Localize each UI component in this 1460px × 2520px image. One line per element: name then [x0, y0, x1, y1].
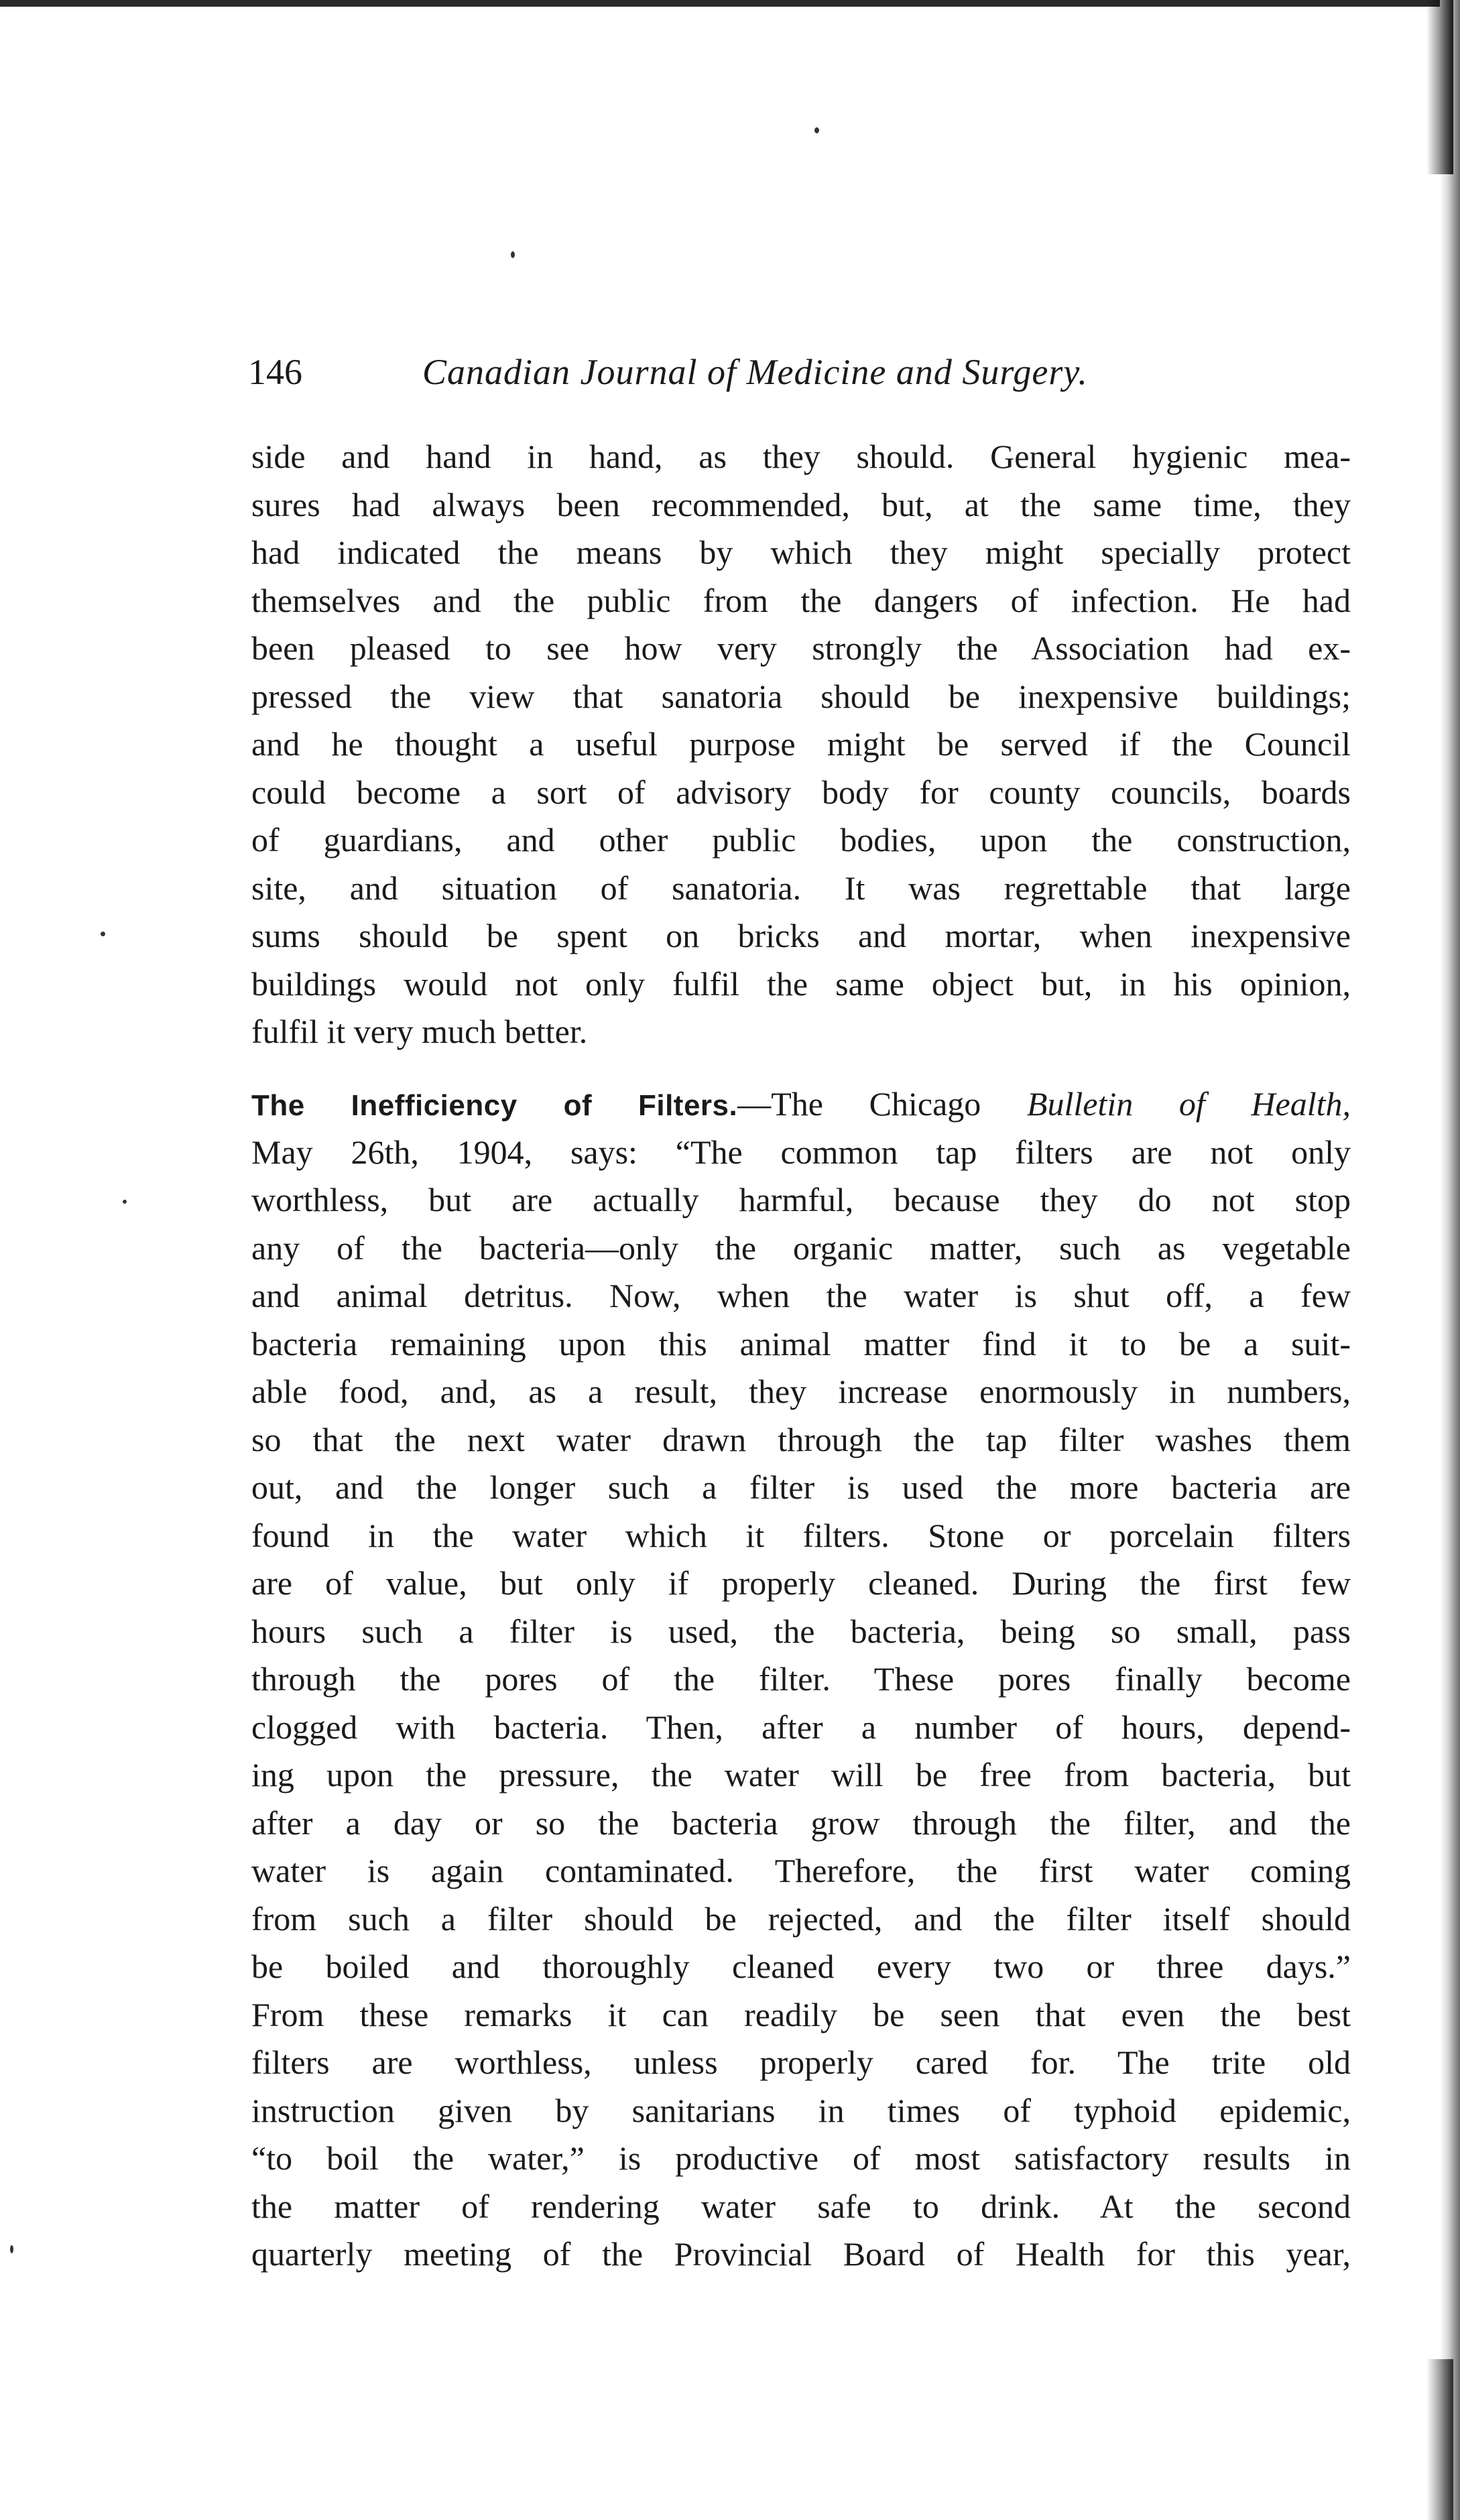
text-line: from such a filter should be rejected, and the filter itself should	[251, 1899, 1351, 1938]
scan-speck	[814, 127, 819, 133]
text-line: From these remarks it can readily be seen that even the best	[251, 1995, 1351, 2033]
scan-shadow-top	[1426, 0, 1453, 174]
text-line: site, and situation of sanatoria. It was regrettable that large	[251, 869, 1351, 907]
text-line: buildings would not only fulfil the same object but, in his opinion,	[251, 964, 1351, 1003]
paragraph-1	[251, 433, 1351, 1056]
text-line: sures had always been recommended, but, at the same time, they	[251, 485, 1351, 523]
running-head	[248, 349, 1187, 395]
text-line: worthless, but are actually harmful, because they do not stop	[251, 1181, 1351, 1218]
text-line: of guardians, and other public bodies, upon the construction,	[251, 821, 1351, 859]
scan-right-edge	[1440, 0, 1460, 2520]
text-line: sums should be spent on bricks and mortar, when inexpensive	[251, 917, 1351, 954]
text-line: could become a sort of advisory body for county councils, boards	[251, 773, 1351, 811]
text-line: through the pores of the filter. These pores finally become	[251, 1660, 1351, 1698]
text-line: side and hand in hand, as they should. General hygienic mea-	[251, 438, 1351, 475]
text-line-heading	[251, 1080, 1351, 1129]
text-line: out, and the longer such a filter is used the more bacteria are	[251, 1468, 1351, 1506]
text-line: ing upon the pressure, the water will be free from bacteria, but	[251, 1756, 1351, 1793]
text-line: hours such a filter is used, the bacteria, being so small, pass	[251, 1612, 1351, 1650]
scan-speck	[10, 2245, 13, 2253]
scan-top-edge	[0, 0, 1460, 7]
publication-title: Bulletin of Health,	[1026, 1085, 1351, 1123]
text-line: be boiled and thoroughly cleaned every two or three days.”	[251, 1948, 1351, 1985]
text-line: any of the bacteria—only the organic matter, such as vegetable	[251, 1228, 1351, 1267]
text-line: quarterly meeting of the Provincial Board of Health for this year,	[251, 2235, 1351, 2273]
text-line: been pleased to see how very strongly the Association had ex-	[251, 629, 1351, 667]
text-line: themselves and the public from the dangers of infection. He had	[251, 581, 1351, 619]
text-line: found in the water which it filters. Stone or porcelain filters	[251, 1516, 1351, 1554]
paragraph-2	[251, 1080, 1351, 2279]
text-line: water is again contaminated. Therefore, the first water coming	[251, 1852, 1351, 1889]
scan-speck	[101, 932, 105, 936]
scan-shadow-bottom	[1426, 2359, 1453, 2520]
scan-speck	[123, 1200, 127, 1204]
text-line: filters are worthless, unless properly cared for. The trite old	[251, 2043, 1351, 2081]
text-line: had indicated the means by which they might specially protect	[251, 533, 1351, 571]
text-line: the matter of rendering water safe to drink. At the second	[251, 2187, 1351, 2225]
text-line: fulfil it very much better.	[251, 1013, 588, 1050]
text-line: instruction given by sanitarians in times of typhoid epidemic,	[251, 2091, 1351, 2129]
section-heading: The Inefficiency of Filters.	[251, 1089, 738, 1122]
text-line: clogged with bacteria. Then, after a number of hours, depend-	[251, 1708, 1351, 1746]
text-line: bacteria remaining upon this animal matter find it to be a suit-	[251, 1324, 1351, 1363]
text-line: pressed the view that sanatoria should be inexpensive buildings;	[251, 677, 1351, 715]
text-line: after a day or so the bacteria grow through the filter, and the	[251, 1804, 1351, 1842]
heading-continuation: —The Chicago	[737, 1085, 1027, 1123]
scan-speck	[511, 251, 515, 258]
text-line: are of value, but only if properly cleaned. During the first few	[251, 1564, 1351, 1602]
text-line: and animal detritus. Now, when the water is shut off, a few	[251, 1277, 1351, 1314]
journal-title: Canadian Journal of Medicine and Surgery.	[422, 352, 1088, 392]
text-line: so that the next water drawn through the tap filter washes them	[251, 1420, 1351, 1458]
text-line: able food, and, as a result, they increase enormously in numbers,	[251, 1373, 1351, 1410]
text-line: “to boil the water,” is productive of most satisfactory results in	[251, 2139, 1351, 2177]
text-line: and he thought a useful purpose might be served if the Council	[251, 725, 1351, 763]
text-line: May 26th, 1904, says: “The common tap filters are not only	[251, 1133, 1351, 1171]
page-number: 146	[248, 352, 302, 392]
